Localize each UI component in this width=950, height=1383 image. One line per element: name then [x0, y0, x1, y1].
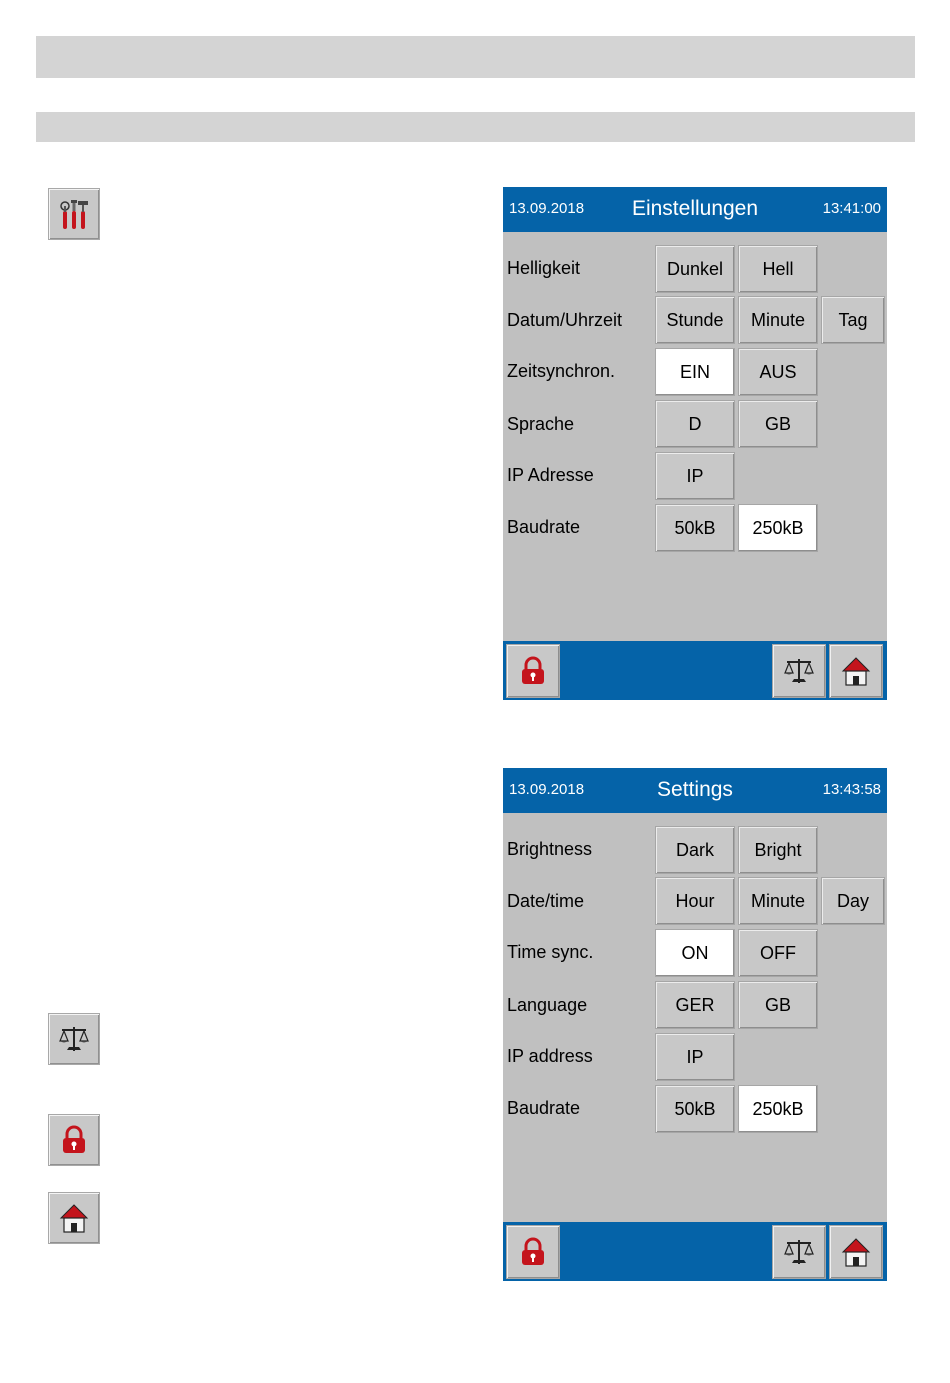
ip-address-label: IP address	[507, 1046, 593, 1066]
settings-panel-german	[503, 187, 887, 700]
baud-50kb-button[interactable]: 50kB	[655, 504, 735, 552]
bright-button[interactable]: Hell	[738, 245, 818, 293]
lock-icon	[516, 1235, 550, 1269]
bright-button[interactable]: Bright	[738, 826, 818, 874]
scale-button[interactable]	[772, 1225, 826, 1279]
baud-250kb-button[interactable]: 250kB	[738, 1085, 818, 1133]
panel-title: Einstellungen	[631, 197, 759, 220]
timesync-off-button[interactable]: OFF	[738, 929, 818, 977]
settings-panel-english	[503, 768, 887, 1281]
home-icon	[839, 1235, 873, 1269]
section-band	[36, 112, 915, 142]
scale-icon-button	[48, 1013, 100, 1065]
lock-button[interactable]	[506, 644, 560, 698]
lock-icon	[57, 1123, 91, 1157]
dark-button[interactable]: Dark	[655, 826, 735, 874]
datetime-label: Date/time	[507, 891, 585, 911]
panel-footer	[503, 1222, 887, 1281]
language-de-button[interactable]: D	[655, 400, 735, 448]
header-time: 13:43:58	[822, 781, 881, 798]
home-icon-button	[48, 1192, 100, 1244]
baud-50kb-button[interactable]: 50kB	[655, 1085, 735, 1133]
language-label: Sprache	[507, 414, 575, 434]
hour-button[interactable]: Stunde	[655, 296, 735, 344]
lock-icon-button	[48, 1114, 100, 1166]
header-date: 13.09.2018	[509, 200, 585, 217]
brightness-label: Brightness	[507, 839, 593, 859]
panel-header	[503, 768, 887, 813]
timesync-label: Time sync.	[507, 942, 594, 962]
lock-icon	[516, 654, 550, 688]
timesync-off-button[interactable]: AUS	[738, 348, 818, 396]
home-button[interactable]	[829, 644, 883, 698]
header-date: 13.09.2018	[509, 781, 585, 798]
ip-address-label: IP Adresse	[507, 465, 594, 485]
language-label: Language	[507, 995, 588, 1015]
lock-button[interactable]	[506, 1225, 560, 1279]
baudrate-label: Baudrate	[507, 517, 581, 537]
day-button[interactable]: Tag	[821, 296, 885, 344]
day-button[interactable]: Day	[821, 877, 885, 925]
scale-icon	[782, 1235, 816, 1269]
scale-button[interactable]	[772, 644, 826, 698]
language-ger-button[interactable]: GER	[655, 981, 735, 1029]
home-button[interactable]	[829, 1225, 883, 1279]
dark-button[interactable]: Dunkel	[655, 245, 735, 293]
scale-icon	[57, 1022, 91, 1056]
settings-icon-button	[48, 188, 100, 240]
baud-250kb-button[interactable]: 250kB	[738, 504, 818, 552]
datetime-label: Datum/Uhrzeit	[507, 310, 623, 330]
scale-icon	[782, 654, 816, 688]
timesync-label: Zeitsynchron.	[507, 361, 616, 381]
ip-button[interactable]: IP	[655, 1033, 735, 1081]
home-icon	[839, 654, 873, 688]
home-icon	[57, 1201, 91, 1235]
minute-button[interactable]: Minute	[738, 877, 818, 925]
timesync-on-button[interactable]: ON	[655, 929, 735, 977]
language-gb-button[interactable]: GB	[738, 400, 818, 448]
header-band	[36, 36, 915, 78]
tools-icon	[57, 197, 91, 231]
header-time: 13:41:00	[822, 200, 881, 217]
panel-title: Settings	[657, 778, 733, 801]
brightness-label: Helligkeit	[507, 258, 581, 278]
baudrate-label: Baudrate	[507, 1098, 581, 1118]
language-gb-button[interactable]: GB	[738, 981, 818, 1029]
ip-button[interactable]: IP	[655, 452, 735, 500]
minute-button[interactable]: Minute	[738, 296, 818, 344]
hour-button[interactable]: Hour	[655, 877, 735, 925]
panel-header	[503, 187, 887, 232]
panel-footer	[503, 641, 887, 700]
timesync-on-button[interactable]: EIN	[655, 348, 735, 396]
